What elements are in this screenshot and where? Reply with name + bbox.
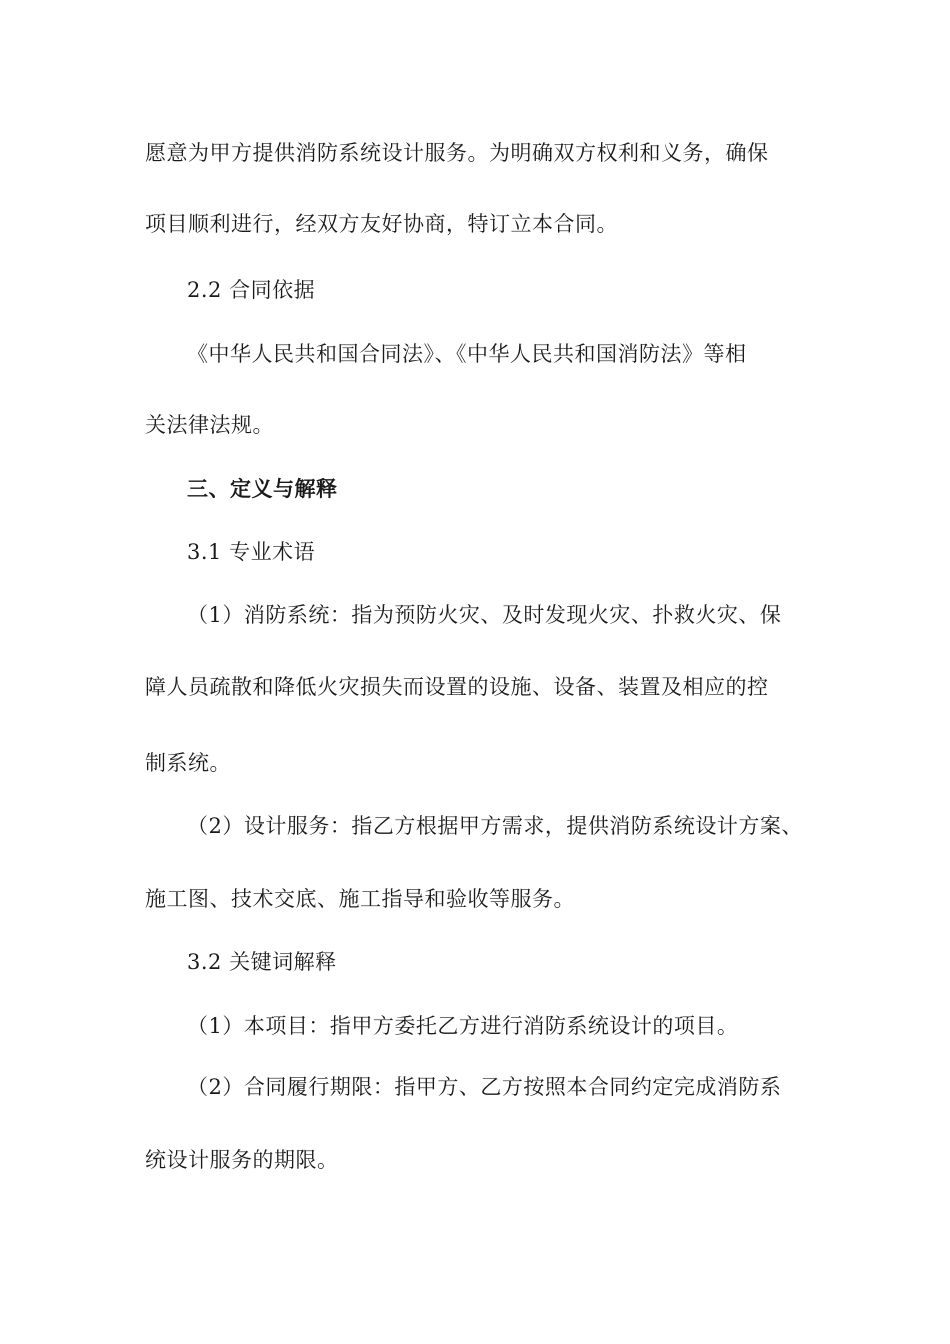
paragraph-line: （1）消防系统：指为预防火灾、及时发现火灾、扑救火灾、保 xyxy=(187,603,782,627)
paragraph-line: 障人员疏散和降低火灾损失而设置的设施、设备、装置及相应的控 xyxy=(145,675,769,699)
paragraph-line: 愿意为甲方提供消防系统设计服务。为明确双方权利和义务，确保 xyxy=(145,141,769,165)
paragraph-line: （2）设计服务：指乙方根据甲方需求，提供消防系统设计方案、 xyxy=(187,814,803,838)
section-heading-2-2: 2.2 合同依据 xyxy=(187,278,316,302)
paragraph-line: （2）合同履行期限：指甲方、乙方按照本合同约定完成消防系 xyxy=(187,1075,782,1099)
section-heading-3-2: 3.2 关键词解释 xyxy=(187,950,337,974)
chapter-heading-3: 三、定义与解释 xyxy=(187,476,338,501)
paragraph-line: 统设计服务的期限。 xyxy=(145,1148,339,1172)
paragraph-line: 制系统。 xyxy=(145,751,231,775)
paragraph-line: 《中华人民共和国合同法》、《中华人民共和国消防法》等相 xyxy=(187,342,747,366)
paragraph-line: 关法律法规。 xyxy=(145,413,274,437)
paragraph-line: 项目顺利进行，经双方友好协商，特订立本合同。 xyxy=(145,212,618,236)
paragraph-line: 施工图、技术交底、施工指导和验收等服务。 xyxy=(145,887,575,911)
section-heading-3-1: 3.1 专业术语 xyxy=(187,540,316,564)
paragraph-line: （1）本项目：指甲方委托乙方进行消防系统设计的项目。 xyxy=(187,1014,739,1038)
